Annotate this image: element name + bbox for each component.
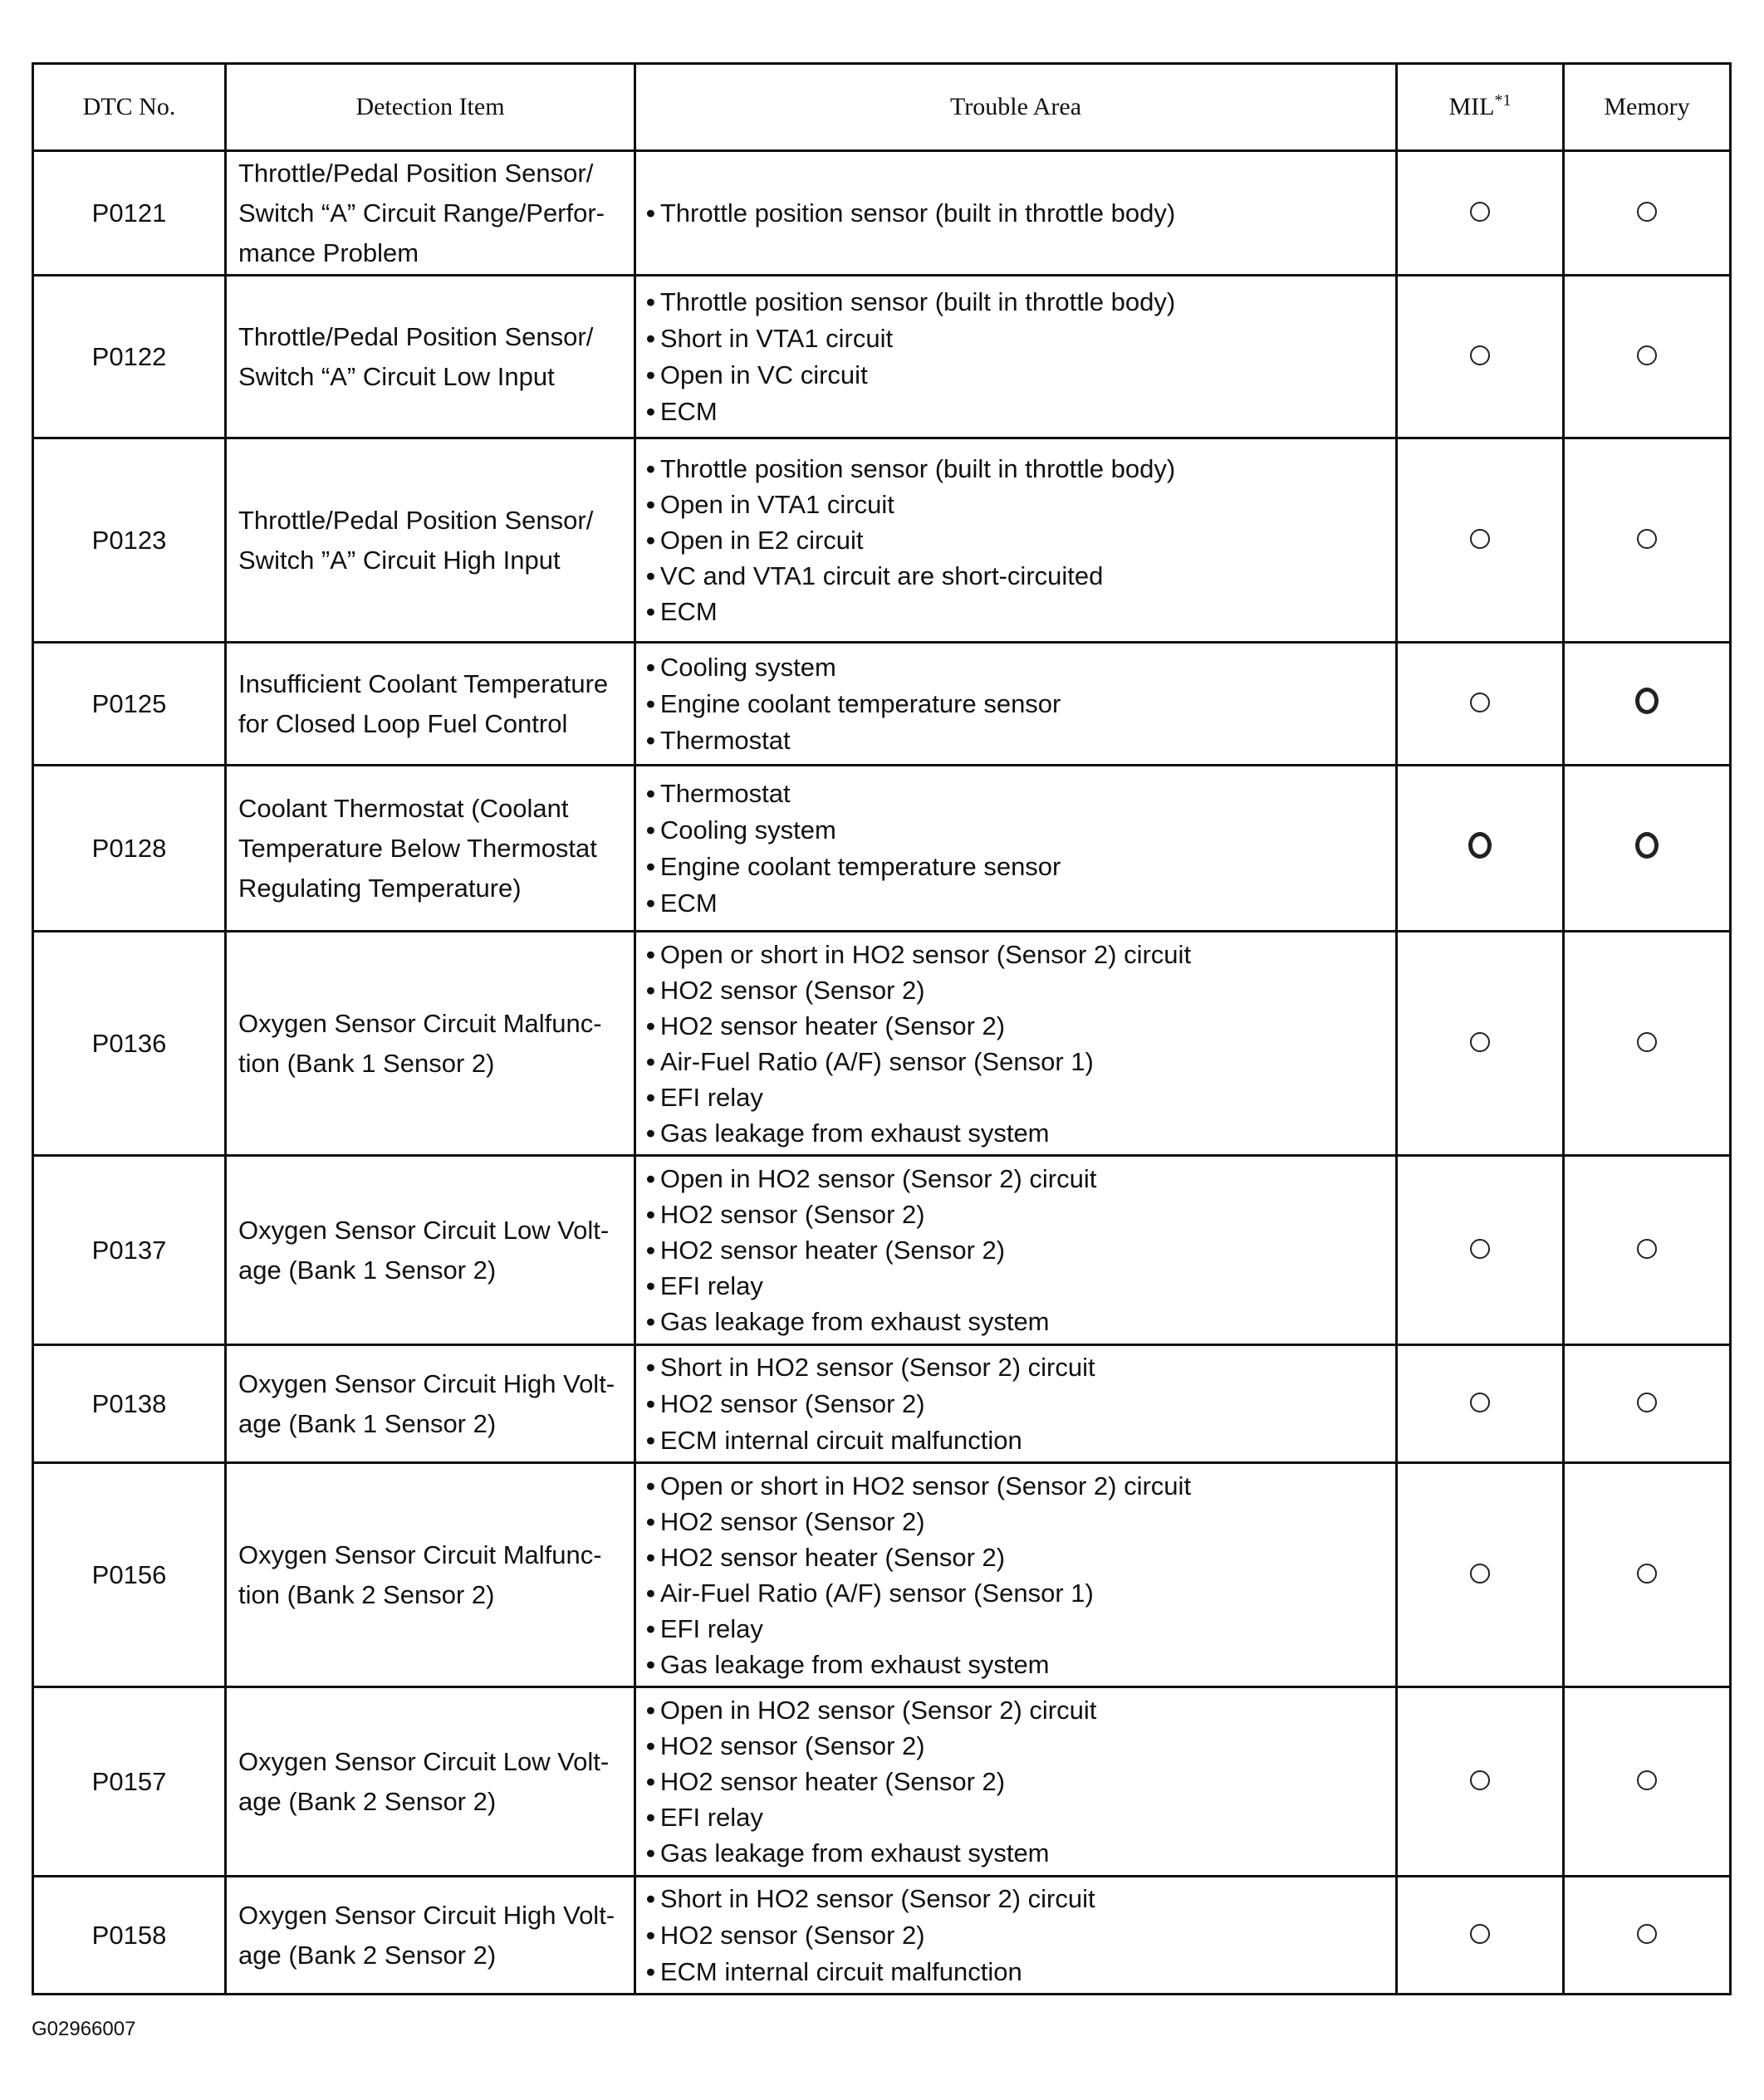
- bullet-icon: •: [646, 1011, 655, 1040]
- trouble-area: [635, 1877, 1397, 1995]
- header-trouble-area: Trouble Area: [635, 64, 1397, 151]
- bullet-icon: •: [646, 888, 655, 918]
- trouble-area-item: [646, 487, 1395, 522]
- memory-cell: [1564, 1156, 1731, 1345]
- trouble-area-text: Short in VTA1 circuit: [659, 323, 894, 353]
- trouble-area: [635, 1156, 1397, 1345]
- bullet-icon: •: [646, 1731, 655, 1760]
- bullet-icon: •: [646, 1271, 655, 1300]
- bullet-icon: •: [646, 1082, 655, 1112]
- bullet-icon: •: [646, 561, 655, 590]
- mil-cell: [1397, 1156, 1564, 1345]
- header-detection-item: Detection Item: [226, 64, 635, 151]
- detection-item: Throttle/Pedal Position Sensor/ Switch “A” Circuit Low Input: [226, 276, 635, 438]
- table-row: [33, 276, 1731, 438]
- bullet-icon: •: [646, 1164, 655, 1193]
- bullet-icon: •: [646, 1200, 655, 1229]
- trouble-area-text: Throttle position sensor (built in throttle body): [659, 286, 1176, 316]
- trouble-area-text: ECM internal circuit malfunction: [659, 1425, 1022, 1455]
- trouble-area-text: ECM: [659, 888, 718, 918]
- bold-circle-icon: [1468, 832, 1492, 859]
- trouble-area: [635, 1345, 1397, 1463]
- header-memory: Memory: [1564, 64, 1731, 151]
- trouble-area-text: HO2 sensor heater (Sensor 2): [659, 1767, 1006, 1796]
- bullet-icon: •: [646, 1471, 655, 1500]
- dtc-code: P0157: [33, 1687, 226, 1877]
- bold-circle-icon: [1635, 688, 1659, 714]
- trouble-area-text: Open in E2 circuit: [659, 526, 864, 555]
- trouble-area-item: [646, 451, 1395, 487]
- mil-cell: [1397, 643, 1564, 766]
- mil-cell: [1397, 151, 1564, 276]
- memory-cell: [1564, 643, 1731, 766]
- header-mil-footnote: *1: [1494, 91, 1512, 110]
- bullet-icon: •: [646, 1883, 655, 1913]
- trouble-area-text: HO2 sensor (Sensor 2): [659, 1731, 925, 1760]
- dtc-code: P0123: [33, 438, 226, 643]
- trouble-area-text: HO2 sensor (Sensor 2): [659, 1506, 925, 1536]
- trouble-area: [635, 1687, 1397, 1877]
- circle-icon: [1637, 1564, 1657, 1584]
- trouble-area: [635, 276, 1397, 438]
- trouble-area-text: Engine coolant temperature sensor: [659, 851, 1061, 881]
- trouble-area-item: [646, 1197, 1395, 1232]
- table-row: [33, 1463, 1731, 1687]
- trouble-area-item: [646, 1386, 1395, 1422]
- detection-item: Oxygen Sensor Circuit Low Volt- age (Bank 2 Sensor 2): [226, 1687, 635, 1877]
- table-row: [33, 1687, 1731, 1877]
- trouble-area-item: [646, 849, 1395, 885]
- trouble-area-text: Gas leakage from exhaust system: [659, 1838, 1050, 1867]
- trouble-area-list: [646, 1468, 1395, 1682]
- trouble-area: [635, 766, 1397, 932]
- trouble-area-item: [646, 1647, 1395, 1682]
- trouble-area-text: Cooling system: [659, 652, 836, 682]
- bullet-icon: •: [646, 1578, 655, 1608]
- bullet-icon: •: [646, 323, 655, 353]
- trouble-area-text: HO2 sensor (Sensor 2): [659, 975, 925, 1005]
- memory-cell: [1564, 932, 1731, 1156]
- circle-icon: [1470, 1770, 1490, 1790]
- trouble-area-text: Open in VC circuit: [659, 360, 868, 389]
- bullet-icon: •: [646, 778, 655, 808]
- bullet-icon: •: [646, 688, 655, 718]
- detection-item: Oxygen Sensor Circuit Malfunc- tion (Bank 2 Sensor 2): [226, 1463, 635, 1687]
- trouble-area-list: [646, 1881, 1395, 1990]
- dtc-table: [32, 62, 1732, 1995]
- bullet-icon: •: [646, 360, 655, 389]
- circle-icon: [1637, 1924, 1657, 1944]
- bullet-icon: •: [646, 1352, 655, 1382]
- bullet-icon: •: [646, 1118, 655, 1148]
- bold-circle-icon: [1635, 832, 1659, 859]
- trouble-area-item: [646, 1954, 1395, 1990]
- trouble-area-item: [646, 1764, 1395, 1799]
- trouble-area-text: Cooling system: [659, 815, 836, 844]
- trouble-area: [635, 151, 1397, 276]
- detection-item: Oxygen Sensor Circuit High Volt- age (Bank 1 Sensor 2): [226, 1345, 635, 1463]
- memory-cell: [1564, 276, 1731, 438]
- circle-icon: [1470, 529, 1490, 549]
- circle-icon: [1470, 1564, 1490, 1584]
- trouble-area: [635, 438, 1397, 643]
- circle-icon: [1470, 1239, 1490, 1259]
- header-mil: [1397, 64, 1564, 151]
- trouble-area-item: [646, 558, 1395, 594]
- trouble-area-item: [646, 937, 1395, 972]
- circle-icon: [1637, 202, 1657, 222]
- trouble-area-item: [646, 1504, 1395, 1540]
- trouble-area-text: Gas leakage from exhaust system: [659, 1118, 1050, 1148]
- trouble-area-item: [646, 522, 1395, 558]
- trouble-area-text: Throttle position sensor (built in throttle body): [659, 454, 1176, 483]
- trouble-area-list: [646, 649, 1395, 759]
- detection-item: Insufficient Coolant Temperature for Closed Loop Fuel Control: [226, 643, 635, 766]
- trouble-area-text: VC and VTA1 circuit are short-circuited: [659, 561, 1104, 590]
- header-dtc: DTC No.: [33, 64, 226, 151]
- trouble-area-item: [646, 812, 1395, 849]
- bullet-icon: •: [646, 1236, 655, 1265]
- bullet-icon: •: [646, 1307, 655, 1336]
- table-row: [33, 1156, 1731, 1345]
- trouble-area-text: Open or short in HO2 sensor (Sensor 2) circuit: [659, 1471, 1192, 1500]
- bullet-icon: •: [646, 597, 655, 626]
- dtc-code: P0122: [33, 276, 226, 438]
- bullet-icon: •: [646, 1425, 655, 1455]
- mil-cell: [1397, 1877, 1564, 1995]
- detection-item: Throttle/Pedal Position Sensor/ Switch ”A” Circuit High Input: [226, 438, 635, 643]
- trouble-area-list: [646, 937, 1395, 1151]
- trouble-area-text: Open in VTA1 circuit: [659, 490, 894, 519]
- trouble-area-text: HO2 sensor (Sensor 2): [659, 1200, 925, 1229]
- trouble-area-text: ECM internal circuit malfunction: [659, 1956, 1022, 1986]
- detection-item: Oxygen Sensor Circuit High Volt- age (Bank 2 Sensor 2): [226, 1877, 635, 1995]
- trouble-area-item: [646, 394, 1395, 430]
- trouble-area-text: HO2 sensor heater (Sensor 2): [659, 1542, 1006, 1572]
- trouble-area-item: [646, 195, 1395, 232]
- mil-cell: [1397, 1463, 1564, 1687]
- memory-cell: [1564, 766, 1731, 932]
- trouble-area-text: Gas leakage from exhaust system: [659, 1307, 1050, 1336]
- bullet-icon: •: [646, 198, 655, 228]
- trouble-area-item: [646, 1422, 1395, 1459]
- trouble-area-text: Engine coolant temperature sensor: [659, 688, 1061, 718]
- bullet-icon: •: [646, 975, 655, 1005]
- bullet-icon: •: [646, 815, 655, 844]
- trouble-area-list: [646, 284, 1395, 430]
- trouble-area-text: EFI relay: [659, 1803, 763, 1832]
- mil-cell: [1397, 932, 1564, 1156]
- trouble-area-text: HO2 sensor heater (Sensor 2): [659, 1236, 1006, 1265]
- trouble-area-item: [646, 1161, 1395, 1197]
- trouble-area-item: [646, 284, 1395, 321]
- trouble-area: [635, 643, 1397, 766]
- trouble-area-item: [646, 1799, 1395, 1835]
- mil-cell: [1397, 276, 1564, 438]
- bullet-icon: •: [646, 1803, 655, 1832]
- trouble-area-text: Open in HO2 sensor (Sensor 2) circuit: [659, 1696, 1097, 1725]
- bullet-icon: •: [646, 454, 655, 483]
- mil-cell: [1397, 766, 1564, 932]
- table-row: [33, 1345, 1731, 1463]
- dtc-code: P0137: [33, 1156, 226, 1345]
- trouble-area-item: [646, 1835, 1395, 1871]
- bullet-icon: •: [646, 526, 655, 555]
- detection-item: Oxygen Sensor Circuit Low Volt- age (Bank 1 Sensor 2): [226, 1156, 635, 1345]
- circle-icon: [1470, 1032, 1490, 1052]
- trouble-area-item: [646, 1232, 1395, 1268]
- trouble-area-item: [646, 649, 1395, 686]
- bullet-icon: •: [646, 1542, 655, 1572]
- trouble-area-text: HO2 sensor (Sensor 2): [659, 1920, 925, 1950]
- trouble-area-text: ECM: [659, 597, 718, 626]
- trouble-area-text: Open in HO2 sensor (Sensor 2) circuit: [659, 1164, 1097, 1193]
- trouble-area-item: [646, 1304, 1395, 1339]
- trouble-area-text: EFI relay: [659, 1613, 763, 1643]
- trouble-area-item: [646, 1115, 1395, 1151]
- circle-icon: [1637, 1393, 1657, 1412]
- mil-cell: [1397, 1345, 1564, 1463]
- trouble-area-text: Air-Fuel Ratio (A/F) sensor (Sensor 1): [659, 1578, 1094, 1608]
- table-row: [33, 766, 1731, 932]
- trouble-area-text: EFI relay: [659, 1082, 763, 1112]
- memory-cell: [1564, 151, 1731, 276]
- bullet-icon: •: [646, 1388, 655, 1418]
- trouble-area-text: Short in HO2 sensor (Sensor 2) circuit: [659, 1352, 1095, 1382]
- trouble-area-item: [646, 1540, 1395, 1575]
- trouble-area-text: HO2 sensor (Sensor 2): [659, 1388, 925, 1418]
- bullet-icon: •: [646, 851, 655, 881]
- dtc-code: P0158: [33, 1877, 226, 1995]
- dtc-code: P0136: [33, 932, 226, 1156]
- bullet-icon: •: [646, 1920, 655, 1950]
- trouble-area-item: [646, 1611, 1395, 1647]
- trouble-area-item: [646, 1268, 1395, 1304]
- figure-id: G02966007: [32, 2018, 136, 2040]
- dtc-code: P0121: [33, 151, 226, 276]
- memory-cell: [1564, 1463, 1731, 1687]
- bullet-icon: •: [646, 1506, 655, 1536]
- trouble-area-item: [646, 1917, 1395, 1954]
- trouble-area-item: [646, 321, 1395, 357]
- bullet-icon: •: [646, 1956, 655, 1986]
- circle-icon: [1637, 529, 1657, 549]
- circle-icon: [1637, 1032, 1657, 1052]
- trouble-area-item: [646, 594, 1395, 629]
- trouble-area-item: [646, 722, 1395, 759]
- detection-item: Coolant Thermostat (Coolant Temperature Below Thermostat Regulating Temperature): [226, 766, 635, 932]
- trouble-area-list: [646, 776, 1395, 922]
- mil-cell: [1397, 438, 1564, 643]
- trouble-area-item: [646, 885, 1395, 922]
- bullet-icon: •: [646, 1767, 655, 1796]
- trouble-area-list: [646, 1161, 1395, 1339]
- header-row: [33, 64, 1731, 151]
- trouble-area-item: [646, 776, 1395, 812]
- trouble-area-text: Thermostat: [659, 725, 791, 755]
- dtc-body: [33, 151, 1731, 1995]
- circle-icon: [1470, 1924, 1490, 1944]
- detection-item: Throttle/Pedal Position Sensor/ Switch “A” Circuit Range/Perfor- mance Problem: [226, 151, 635, 276]
- trouble-area-text: ECM: [659, 396, 718, 426]
- circle-icon: [1637, 1239, 1657, 1259]
- trouble-area-list: [646, 195, 1395, 232]
- trouble-area-item: [646, 1349, 1395, 1386]
- trouble-area: [635, 932, 1397, 1156]
- bullet-icon: •: [646, 490, 655, 519]
- trouble-area-item: [646, 686, 1395, 722]
- trouble-area-item: [646, 1008, 1395, 1044]
- trouble-area-text: HO2 sensor heater (Sensor 2): [659, 1011, 1006, 1040]
- trouble-area-item: [646, 972, 1395, 1008]
- table-row: [33, 932, 1731, 1156]
- trouble-area-text: Thermostat: [659, 778, 791, 808]
- trouble-area-item: [646, 1575, 1395, 1611]
- table-row: [33, 151, 1731, 276]
- dtc-code: P0128: [33, 766, 226, 932]
- bullet-icon: •: [646, 1046, 655, 1076]
- trouble-area-item: [646, 1044, 1395, 1079]
- trouble-area-item: [646, 1468, 1395, 1504]
- table-row: [33, 438, 1731, 643]
- bullet-icon: •: [646, 286, 655, 316]
- circle-icon: [1470, 693, 1490, 712]
- bullet-icon: •: [646, 1649, 655, 1679]
- bullet-icon: •: [646, 725, 655, 755]
- bullet-icon: •: [646, 939, 655, 969]
- dtc-code: P0125: [33, 643, 226, 766]
- mil-cell: [1397, 1687, 1564, 1877]
- trouble-area: [635, 1463, 1397, 1687]
- trouble-area-text: Throttle position sensor (built in throttle body): [659, 198, 1176, 228]
- bullet-icon: •: [646, 652, 655, 682]
- bullet-icon: •: [646, 1613, 655, 1643]
- table-row: [33, 1877, 1731, 1995]
- circle-icon: [1470, 345, 1490, 365]
- trouble-area-item: [646, 1728, 1395, 1764]
- circle-icon: [1470, 1393, 1490, 1412]
- trouble-area-text: Short in HO2 sensor (Sensor 2) circuit: [659, 1883, 1095, 1913]
- bullet-icon: •: [646, 1696, 655, 1725]
- trouble-area-text: EFI relay: [659, 1271, 763, 1300]
- header-mil-label: MIL: [1448, 93, 1495, 120]
- table-row: [33, 643, 1731, 766]
- detection-item: Oxygen Sensor Circuit Malfunc- tion (Bank 1 Sensor 2): [226, 932, 635, 1156]
- memory-cell: [1564, 1687, 1731, 1877]
- trouble-area-list: [646, 1349, 1395, 1459]
- trouble-area-item: [646, 357, 1395, 394]
- circle-icon: [1470, 202, 1490, 222]
- circle-icon: [1637, 345, 1657, 365]
- dtc-code: P0138: [33, 1345, 226, 1463]
- trouble-area-list: [646, 451, 1395, 629]
- memory-cell: [1564, 438, 1731, 643]
- trouble-area-list: [646, 1692, 1395, 1871]
- memory-cell: [1564, 1877, 1731, 1995]
- trouble-area-item: [646, 1692, 1395, 1728]
- trouble-area-text: Gas leakage from exhaust system: [659, 1649, 1050, 1679]
- trouble-area-item: [646, 1079, 1395, 1115]
- trouble-area-text: Air-Fuel Ratio (A/F) sensor (Sensor 1): [659, 1046, 1094, 1076]
- circle-icon: [1637, 1770, 1657, 1790]
- dtc-code: P0156: [33, 1463, 226, 1687]
- memory-cell: [1564, 1345, 1731, 1463]
- trouble-area-item: [646, 1881, 1395, 1917]
- trouble-area-text: Open or short in HO2 sensor (Sensor 2) circuit: [659, 939, 1192, 969]
- bullet-icon: •: [646, 1838, 655, 1867]
- bullet-icon: •: [646, 396, 655, 426]
